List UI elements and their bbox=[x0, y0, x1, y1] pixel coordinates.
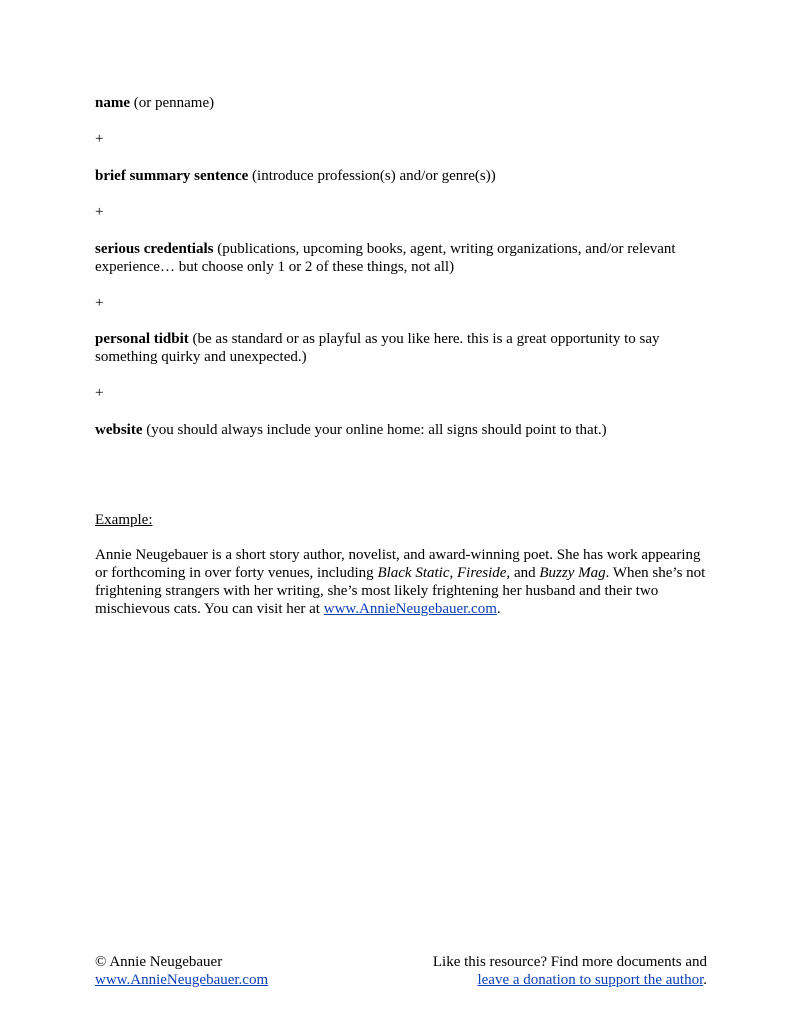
credentials-desc: (publications, upcoming books, agent, writing organizations, and/or relevant experience… but choose only 1 or 2 of these things, not all) bbox=[95, 241, 676, 275]
donate-link[interactable]: leave a donation to support the author bbox=[477, 972, 704, 988]
copyright-text: © Annie Neugebauer bbox=[95, 954, 223, 970]
example-text-2: . When she’s not frightening strangers with her writing, she’s most likely frightening her husband and their two mischievous cats. You can visit her at bbox=[95, 565, 706, 617]
website-label: website bbox=[95, 422, 143, 438]
tidbit-desc: (be as standard or as playful as you like here. this is a great opportunity to say something quirky and unexpected.) bbox=[95, 331, 660, 365]
footer-resource-text: Like this resource? Find more documents and bbox=[432, 954, 707, 970]
name-label: name bbox=[95, 95, 130, 111]
example-text-1: Annie Neugebauer is a short story author, novelist, and award-winning poet. She has work appearing or forthcoming in over forty venues, including bbox=[95, 547, 701, 581]
venue-black-static: Black Static bbox=[377, 565, 450, 581]
summary-field bbox=[95, 167, 715, 185]
tidbit-label: personal tidbit bbox=[95, 331, 189, 347]
example-paragraph bbox=[95, 546, 715, 618]
example-heading: Example: bbox=[95, 512, 153, 528]
footer-website-link[interactable]: www.AnnieNeugebauer.com bbox=[95, 972, 269, 988]
summary-label: brief summary sentence bbox=[95, 168, 249, 184]
plus-separator: + bbox=[95, 385, 104, 401]
venue-buzzy-mag: Buzzy Mag bbox=[539, 565, 606, 581]
credentials-label: serious credentials bbox=[95, 241, 214, 257]
footer-right bbox=[433, 953, 707, 989]
website-field bbox=[95, 421, 715, 439]
footer-donate-line bbox=[433, 971, 707, 989]
name-field bbox=[95, 94, 715, 112]
tidbit-field bbox=[95, 330, 715, 366]
example-sep-1: , bbox=[449, 565, 457, 581]
donate-end: . bbox=[703, 972, 707, 988]
example-end: . bbox=[496, 601, 501, 617]
name-desc: (or penname) bbox=[130, 95, 215, 111]
footer-left bbox=[95, 953, 268, 989]
plus-separator: + bbox=[95, 204, 104, 220]
venue-fireside: Fireside, bbox=[457, 565, 511, 581]
plus-separator: + bbox=[95, 131, 104, 147]
example-sep-2: and bbox=[510, 565, 540, 581]
credentials-field bbox=[95, 240, 715, 276]
plus-separator: + bbox=[95, 295, 104, 311]
example-website-link[interactable]: www.AnnieNeugebauer.com bbox=[323, 601, 497, 617]
website-desc: (you should always include your online home: all signs should point to that.) bbox=[142, 422, 607, 438]
summary-desc: (introduce profession(s) and/or genre(s)) bbox=[248, 168, 496, 184]
